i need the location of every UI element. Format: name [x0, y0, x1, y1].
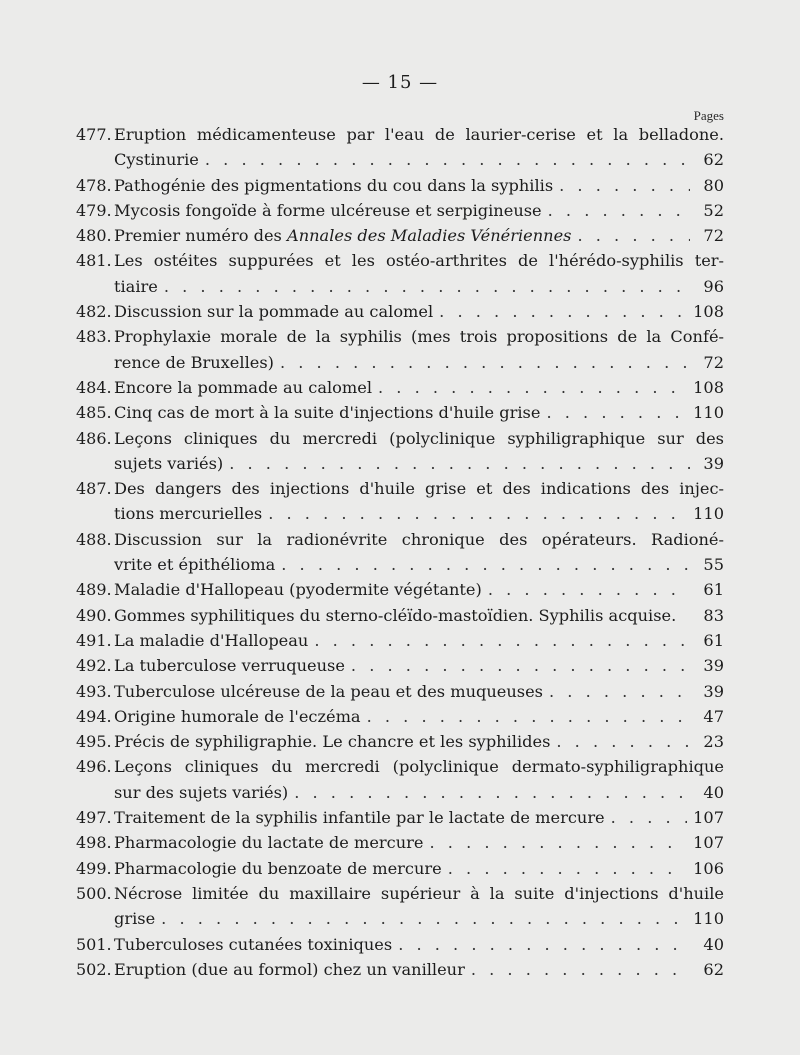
- dot-leader: [378, 375, 687, 400]
- entry-number: 484.: [76, 377, 112, 397]
- toc-entry: [76, 476, 724, 527]
- dot-leader: [281, 552, 690, 577]
- toc-entry: [76, 932, 724, 957]
- entry-page: 96: [703, 276, 724, 296]
- dot-leader: [294, 780, 690, 805]
- toc-entry: [76, 248, 724, 299]
- entry-number: 492.: [76, 656, 112, 676]
- toc-entry: [76, 881, 724, 932]
- toc-entry: [76, 223, 724, 248]
- entry-page: 110: [693, 909, 724, 929]
- entry-title: Maladie d'Hallopeau (pyodermite végétante): [114, 580, 482, 600]
- entry-number: 486.: [76, 428, 112, 448]
- entry-title: Eruption (due au formol) chez un vanilleur: [114, 959, 465, 979]
- toc-entry: [76, 754, 724, 805]
- entry-number: 481.: [76, 251, 112, 271]
- entry-page: 40: [703, 782, 724, 802]
- entry-number: 494.: [76, 706, 112, 726]
- entry-title-part: Premier numéro des: [114, 226, 288, 246]
- entry-title: La tuberculose verruqueuse: [114, 656, 345, 676]
- entry-page: 47: [703, 706, 724, 726]
- entry-number: 480.: [76, 226, 112, 246]
- toc-entry: [76, 527, 724, 578]
- entry-title-continued: tiaire: [114, 276, 158, 296]
- toc-entry: [76, 957, 724, 982]
- entry-title: La maladie d'Hallopeau: [114, 630, 309, 650]
- entry-title: Cinq cas de mort à la suite d'injections d'huile grise: [114, 403, 541, 423]
- toc-entry: [76, 603, 724, 628]
- dot-leader: [164, 274, 690, 299]
- entry-page: 110: [693, 504, 724, 524]
- toc-entry: [76, 324, 724, 375]
- entry-number: 478.: [76, 175, 112, 195]
- entry-number: 495.: [76, 732, 112, 752]
- dot-leader: [556, 729, 690, 754]
- entry-title: Nécrose limitée du maxillaire supérieur à la suite d'injections d'huile: [114, 883, 724, 903]
- toc-entry: [76, 830, 724, 855]
- dot-leader: [429, 830, 687, 855]
- dot-leader: [229, 451, 690, 476]
- dot-leader: [471, 957, 690, 982]
- entry-title: Gommes syphilitiques du sterno-cléïdo-mastoïdien. Syphilis acquise.: [114, 605, 677, 625]
- entry-title-continued: tions mercurielles: [114, 504, 263, 524]
- entry-page: 108: [693, 377, 724, 397]
- entry-number: 477.: [76, 125, 112, 144]
- entry-title: Discussion sur la pommade au calomel: [114, 302, 434, 322]
- entry-page: 52: [703, 200, 724, 220]
- entry-title: Origine humorale de l'eczéma: [114, 706, 361, 726]
- entry-title: [114, 223, 571, 248]
- entry-page: 72: [703, 226, 724, 246]
- entry-page: 106: [693, 858, 724, 878]
- dot-leader: [439, 299, 687, 324]
- toc-entry: [76, 704, 724, 729]
- entry-number: 490.: [76, 605, 112, 625]
- dot-leader: [548, 198, 690, 223]
- entry-title-continued: sur des sujets variés): [114, 782, 289, 802]
- dot-leader: [559, 173, 690, 198]
- dot-leader: [546, 400, 687, 425]
- dot-leader: [280, 350, 690, 375]
- dot-leader: [448, 856, 687, 881]
- dot-leader: [268, 501, 687, 526]
- entry-title-continued: Cystinurie: [114, 150, 199, 170]
- entry-page: 108: [693, 302, 724, 322]
- entry-title-continued: grise: [114, 909, 156, 929]
- dot-leader: [611, 805, 687, 830]
- entry-page: 80: [703, 175, 724, 195]
- table-of-contents: [76, 122, 724, 982]
- entry-number: 499.: [76, 858, 112, 878]
- toc-entry: [76, 299, 724, 324]
- dot-leader: [314, 628, 690, 653]
- entry-page: 107: [693, 808, 724, 828]
- toc-entry: [76, 122, 724, 173]
- entry-number: 496.: [76, 757, 112, 777]
- entry-title: Tuberculoses cutanées toxiniques: [114, 934, 393, 954]
- entry-number: 485.: [76, 403, 112, 423]
- entry-title: Pathogénie des pigmentations du cou dans la syphilis: [114, 175, 554, 195]
- entry-page: 107: [693, 833, 724, 853]
- entry-title: Prophylaxie morale de la syphilis (mes trois propositions de la Confé-: [114, 327, 724, 347]
- entry-title: Précis de syphiligraphie. Le chancre et les syphilides: [114, 732, 551, 752]
- entry-page: 83: [703, 605, 724, 625]
- dot-leader: [488, 577, 690, 602]
- entry-title: Leçons cliniques du mercredi (polyclinique dermato-syphiligraphique: [114, 757, 724, 777]
- page-number: — 15 —: [361, 72, 439, 93]
- toc-entry: [76, 198, 724, 223]
- entry-page: 61: [703, 580, 724, 600]
- pages-column-header: Pages: [693, 108, 724, 123]
- toc-entry: [76, 426, 724, 477]
- entry-page: 110: [693, 403, 724, 423]
- entry-title: Encore la pommade au calomel: [114, 377, 373, 397]
- entry-title: Eruption médicamenteuse par l'eau de laurier-cerise et la belladone.: [114, 125, 724, 144]
- entry-page: 39: [703, 453, 724, 473]
- entry-number: 497.: [76, 808, 112, 828]
- entry-number: 493.: [76, 681, 112, 701]
- entry-page: 39: [703, 681, 724, 701]
- entry-title: Des dangers des injections d'huile grise et des indications des injec-: [114, 479, 724, 499]
- entry-title: Pharmacologie du benzoate de mercure: [114, 858, 442, 878]
- toc-entry: [76, 679, 724, 704]
- entry-page: 55: [703, 555, 724, 575]
- entry-number: 501.: [76, 934, 112, 954]
- toc-entry: [76, 375, 724, 400]
- dot-leader: [398, 932, 690, 957]
- entry-page: 72: [703, 352, 724, 372]
- entry-title-continued: vrite et épithélioma: [114, 555, 276, 575]
- toc-entry: [76, 653, 724, 678]
- entry-page: 62: [703, 959, 724, 979]
- toc-entry: [76, 400, 724, 425]
- entry-title: Traitement de la syphilis infantile par le lactate de mercure: [114, 808, 605, 828]
- entry-number: 489.: [76, 580, 112, 600]
- toc-entry: [76, 856, 724, 881]
- dot-leader: [351, 653, 690, 678]
- entry-number: 498.: [76, 833, 112, 853]
- entry-number: 491.: [76, 630, 112, 650]
- toc-entry: [76, 577, 724, 602]
- dot-leader: [367, 704, 690, 729]
- toc-entry: [76, 173, 724, 198]
- entry-page: 40: [703, 934, 724, 954]
- journal-title: Annales des Maladies Vénériennes: [287, 226, 572, 246]
- entry-title: Leçons cliniques du mercredi (polyclinique syphiligraphique sur des: [114, 428, 724, 448]
- toc-entry: [76, 805, 724, 830]
- entry-page: 61: [703, 630, 724, 650]
- entry-number: 500.: [76, 883, 112, 903]
- dot-leader: [161, 906, 687, 931]
- toc-entry: [76, 628, 724, 653]
- entry-title: Pharmacologie du lactate de mercure: [114, 833, 424, 853]
- entry-title-continued: rence de Bruxelles): [114, 352, 274, 372]
- entry-number: 502.: [76, 959, 112, 979]
- entry-number: 488.: [76, 529, 112, 549]
- entry-title: Mycosis fongoïde à forme ulcéreuse et serpigineuse: [114, 200, 542, 220]
- entry-page: 39: [703, 656, 724, 676]
- entry-number: 482.: [76, 302, 112, 322]
- entry-title: Les ostéites suppurées et les ostéo-arthrites de l'hérédo-syphilis ter-: [114, 251, 724, 271]
- entry-title: Discussion sur la radionévrite chronique des opérateurs. Radioné-: [114, 529, 724, 549]
- entry-title-continued: sujets variés): [114, 453, 224, 473]
- entry-page: 62: [703, 150, 724, 170]
- entry-title: Tuberculose ulcéreuse de la peau et des muqueuses: [114, 681, 543, 701]
- toc-entry: [76, 729, 724, 754]
- entry-number: 483.: [76, 327, 112, 347]
- dot-leader: [549, 679, 690, 704]
- entry-number: 487.: [76, 479, 112, 499]
- dot-leader: [577, 223, 690, 248]
- entry-number: 479.: [76, 200, 112, 220]
- dot-leader: [205, 147, 690, 172]
- entry-page: 23: [703, 732, 724, 752]
